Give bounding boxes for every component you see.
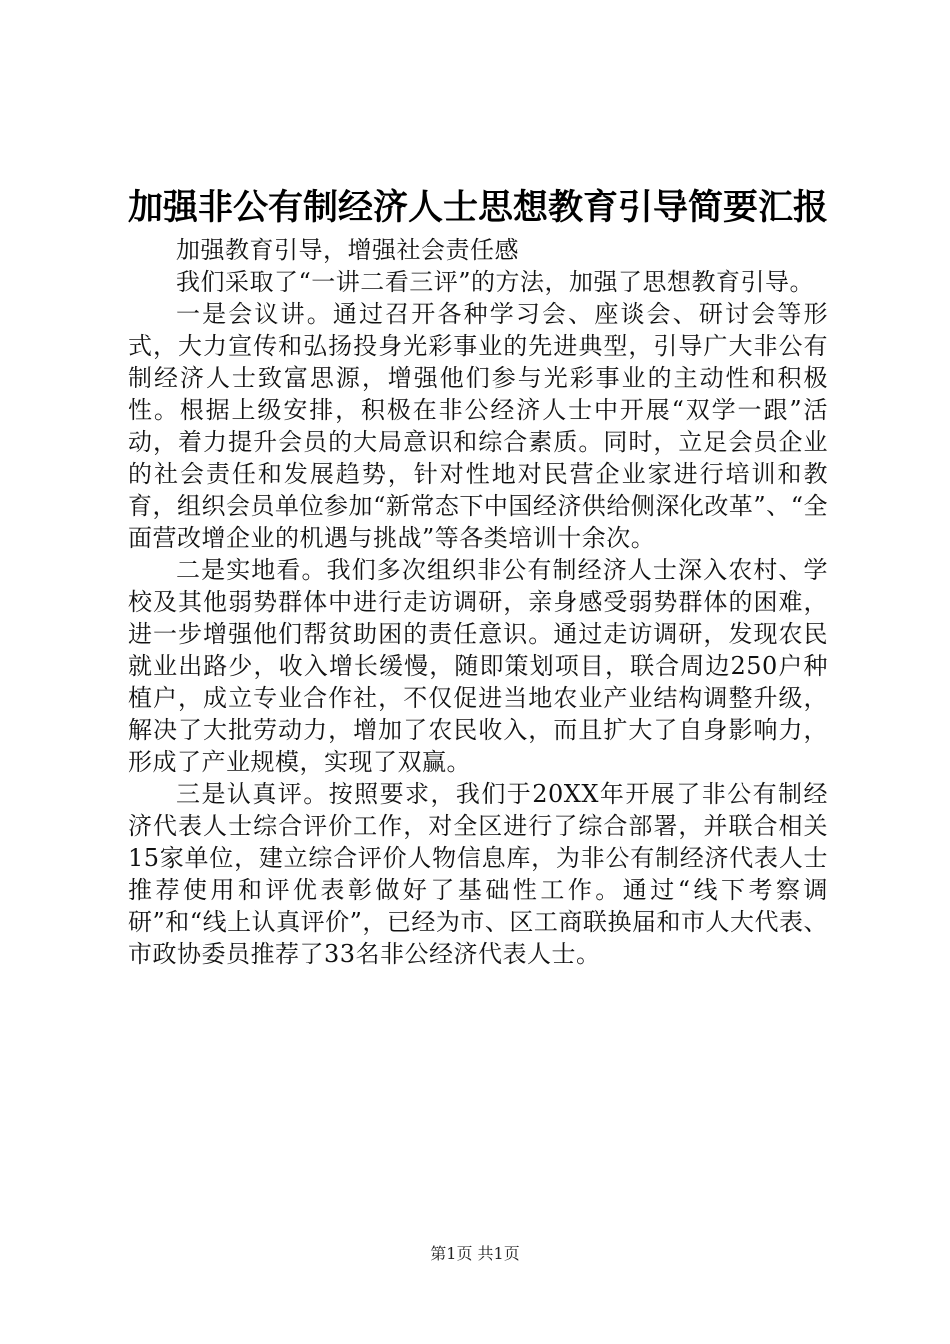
page-number-footer: 第1页 共1页 bbox=[430, 1244, 520, 1263]
paragraph-evaluation: 三是认真评。按照要求，我们于20XX年开展了非公有制经济代表人士综合评价工作，对全区进行了综合部署，并联合相关15家单位，建立综合评价人物信息库，为非公有制经济代表人士推荐使用和评优表彰做好了基础性工作。通过“线下考察调研”和“线上认真评价”，已经为市、区工商联换届和市人大代表、市政协委员推荐了33名非公经济代表人士。 bbox=[128, 780, 828, 968]
document-body bbox=[128, 234, 828, 970]
paragraph-field-visit: 二是实地看。我们多次组织非公有制经济人士深入农村、学校及其他弱势群体中进行走访调研，亲身感受弱势群体的困难，进一步增强他们帮贫助困的责任意识。通过走访调研，发现农民就业出路少，收入增长缓慢，随即策划项目，联合周边250户种植户，成立专业合作社，不仅促进当地农业产业结构调整升级，解决了大批劳动力，增加了农民收入，而且扩大了自身影响力，形成了产业规模，实现了双赢。 bbox=[128, 556, 828, 776]
intro-paragraph: 我们采取了“一讲二看三评”的方法，加强了思想教育引导。 bbox=[176, 268, 815, 296]
section-heading: 加强教育引导，增强社会责任感 bbox=[176, 236, 519, 264]
paragraph-meeting: 一是会议讲。通过召开各种学习会、座谈会、研讨会等形式，大力宣传和弘扬投身光彩事业的先进典型，引导广大非公有制经济人士致富思源，增强他们参与光彩事业的主动性和积极性。根据上级安排，积极在非公经济人士中开展“双学一跟”活动，着力提升会员的大局意识和综合素质。同时，立足会员企业的社会责任和发展趋势，针对性地对民营企业家进行培训和教育，组织会员单位参加“新常态下中国经济供给侧深化改革”、“全面营改增企业的机遇与挑战”等各类培训十余次。 bbox=[128, 300, 828, 552]
document-title: 加强非公有制经济人士思想教育引导简要汇报 bbox=[128, 187, 829, 228]
